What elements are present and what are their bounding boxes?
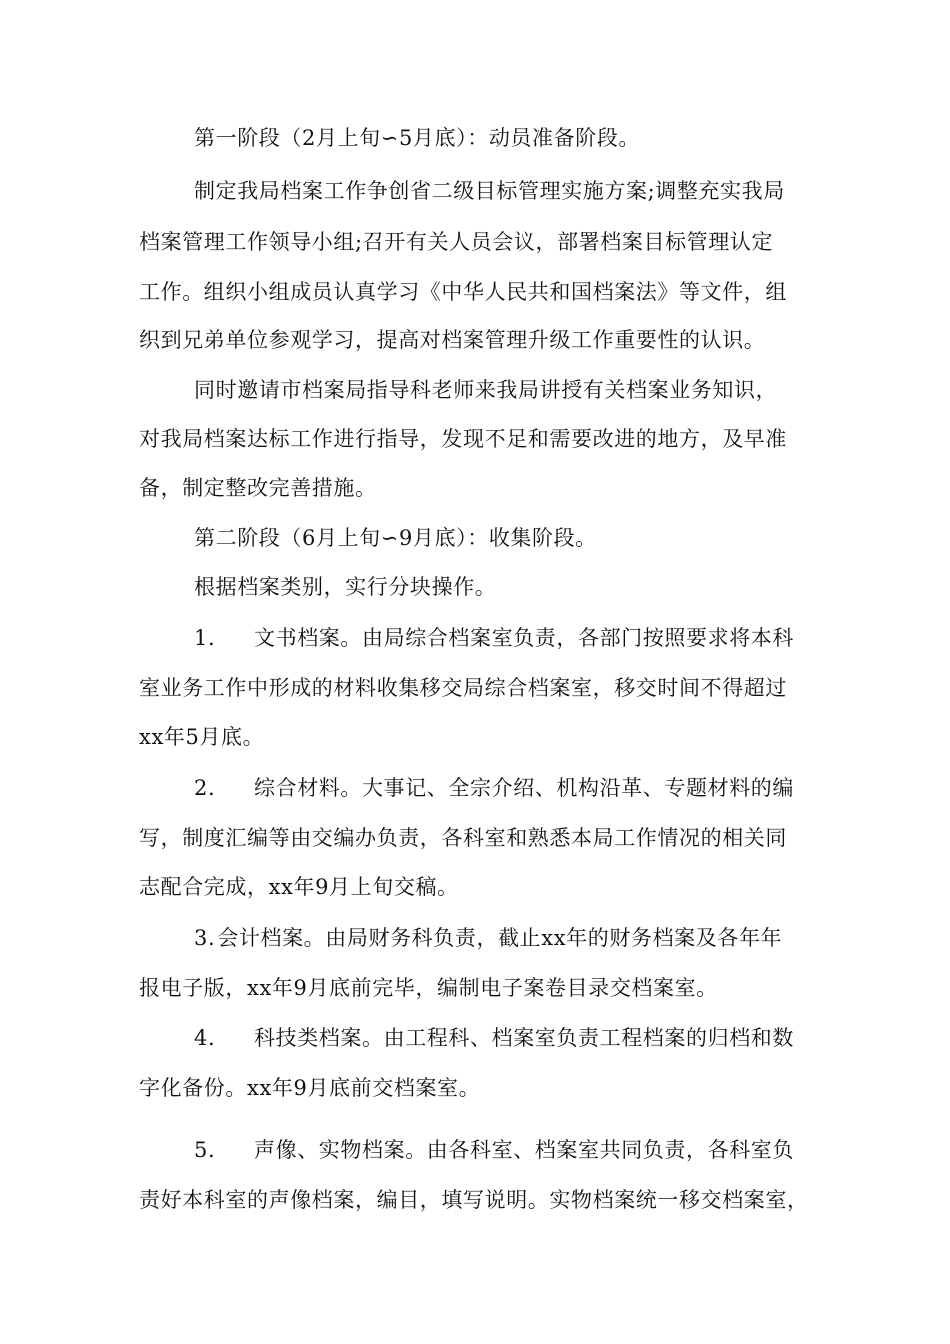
paragraph-line: 同时邀请市档案局指导科老师来我局讲授有关档案业务知识，: [194, 378, 778, 402]
paragraph-line: 对我局档案达标工作进行指导，发现不足和需要改进的地方，及早准: [139, 427, 787, 451]
paragraph-line: 志配合完成，xx年9月上旬交稿。: [139, 875, 459, 899]
list-item: [194, 923, 874, 953]
list-item: [194, 1023, 874, 1053]
list-item-text: 综合材料。大事记、全宗介绍、机构沿革、专题材料的编: [254, 776, 794, 800]
paragraph-line: 责好本科室的声像档案，编目，填写说明。实物档案统一移交档案室，: [139, 1188, 809, 1212]
paragraph-line: 室业务工作中形成的材料收集移交局综合档案室，移交时间不得超过: [139, 676, 787, 700]
paragraph-line: 制定我局档案工作争创省二级目标管理实施方案;调整充实我局: [194, 179, 785, 203]
list-item-number: 4.: [194, 1026, 216, 1050]
paragraph-line: 档案管理工作领导小组;召开有关人员会议，部署档案目标管理认定: [139, 230, 774, 254]
paragraph-line: 字化备份。xx年9月底前交档案室。: [139, 1076, 481, 1100]
list-item-number: 3.: [194, 926, 216, 950]
list-item-number: 1.: [194, 626, 216, 650]
phase1-heading: 第一阶段（2月上旬∽5月底）：动员准备阶段。: [194, 126, 641, 150]
list-item-text: 会计档案。由局财务科负责，截止xx年的财务档案及各年年: [217, 926, 783, 950]
list-item: [194, 773, 874, 803]
list-item: [194, 623, 874, 653]
paragraph-line: 报电子版，xx年9月底前完毕，编制电子案卷目录交档案室。: [139, 976, 718, 1000]
list-item-text: 科技类档案。由工程科、档案室负责工程档案的归档和数: [254, 1026, 794, 1050]
list-item-number: 5.: [194, 1138, 216, 1162]
phase2-heading: 第二阶段（6月上旬∽9月底）：收集阶段。: [194, 526, 597, 550]
list-item: [194, 1135, 874, 1165]
paragraph-line: xx年5月底。: [139, 725, 265, 749]
list-item-text: 声像、实物档案。由各科室、档案室共同负责，各科室负: [254, 1138, 794, 1162]
paragraph-line: 备，制定整改完善措施。: [139, 476, 377, 500]
paragraph-line: 织到兄弟单位参观学习，提高对档案管理升级工作重要性的认识。: [139, 328, 766, 352]
list-item-number: 2.: [194, 776, 216, 800]
paragraph-line: 写，制度汇编等由交编办负责，各科室和熟悉本局工作情况的相关同: [139, 826, 787, 850]
paragraph-line: 工作。组织小组成员认真学习《中华人民共和国档案法》等文件，组: [139, 280, 787, 304]
list-item-text: 文书档案。由局综合档案室负责，各部门按照要求将本科: [254, 626, 794, 650]
paragraph-line: 根据档案类别，实行分块操作。: [194, 575, 497, 599]
